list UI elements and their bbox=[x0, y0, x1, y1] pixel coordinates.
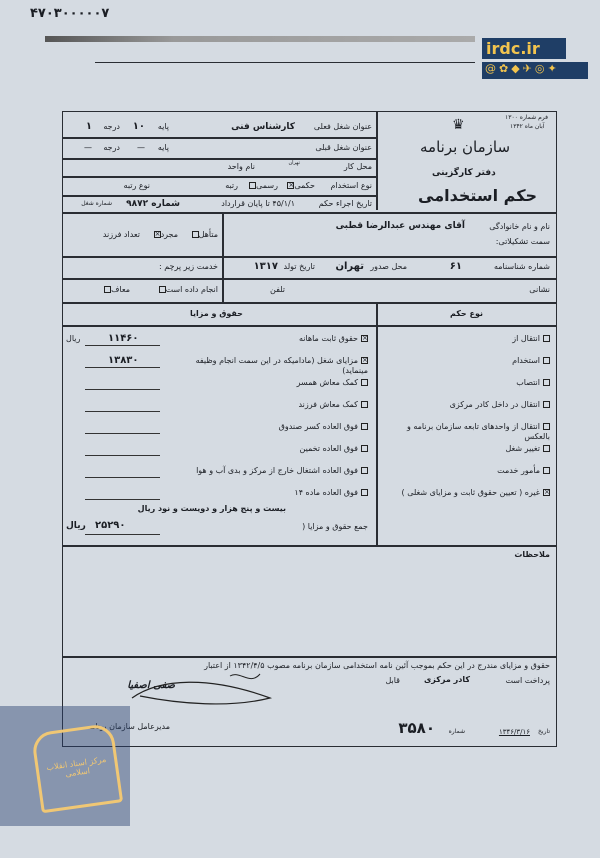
salary-item-label: حقوق ثابت ماهانه bbox=[298, 334, 358, 343]
document-number: ۴۷۰۳۰۰۰۰۰۷ bbox=[30, 6, 110, 21]
checkbox-checked[interactable]: × bbox=[362, 334, 368, 342]
address-label: نشانی bbox=[529, 285, 550, 294]
order-type-label: انتصاب bbox=[516, 378, 540, 387]
current-job-value: کارشناس فنی bbox=[231, 122, 295, 132]
salary-item[interactable] bbox=[298, 400, 368, 410]
salary-item[interactable] bbox=[279, 422, 368, 432]
checkbox[interactable] bbox=[361, 489, 368, 496]
salary-item[interactable] bbox=[300, 444, 368, 454]
footer-text: حقوق و مزایای مندرج در این حکم بموجب آئین نامه استخدامی سازمان برنامه مصوب ۱۳۴۲/۴/۵ از اعتبار bbox=[204, 661, 550, 670]
salary-item-value: ۱۱۴۶۰ bbox=[108, 333, 139, 344]
salary-item-label: فوق العاده ماده ۱۴ bbox=[294, 488, 358, 497]
signature-stroke bbox=[120, 668, 290, 718]
total-currency: ریال bbox=[66, 521, 86, 531]
divider bbox=[376, 302, 378, 545]
divider bbox=[376, 111, 378, 210]
checkbox[interactable] bbox=[543, 467, 550, 474]
checkbox-checked[interactable]: × bbox=[288, 181, 295, 189]
divider bbox=[95, 62, 475, 63]
salary-item[interactable] bbox=[299, 334, 368, 344]
prev-paye-value: — bbox=[137, 143, 145, 152]
order-type-label: انتقال از bbox=[512, 334, 540, 343]
payable-text: پرداخت است bbox=[505, 676, 550, 685]
prev-daraje-value: — bbox=[84, 143, 92, 152]
order-type-label: انتقال در داخل کادر مرکزی bbox=[449, 400, 540, 409]
order-type-label: انتقال از واحدهای تابعه سازمان برنامه و بالعکس bbox=[406, 422, 550, 441]
signer-title: مدیرعامل سازمان برنامه bbox=[86, 722, 170, 731]
exec-date-value: ۴۵/۱/۱ تا پایان قرارداد bbox=[221, 199, 295, 208]
checkbox[interactable] bbox=[361, 379, 368, 386]
order-type-item[interactable] bbox=[506, 444, 551, 454]
divider bbox=[62, 195, 376, 197]
checkbox[interactable] bbox=[361, 467, 368, 474]
qabel-text: قابل bbox=[385, 676, 400, 685]
job-number-value: شماره ۹۸۷۲ bbox=[126, 199, 180, 209]
office-name: دفتر کارگزینی bbox=[432, 168, 496, 178]
birth-value: ۱۳۱۷ bbox=[253, 261, 278, 272]
exempt-label: معاف bbox=[111, 285, 130, 294]
issue-value: تهران bbox=[335, 261, 364, 272]
total-value: ۲۵۲۹۰ bbox=[95, 520, 126, 531]
prev-paye-label: پایه bbox=[157, 143, 169, 152]
order-type-item[interactable] bbox=[497, 466, 550, 476]
amount-line bbox=[85, 433, 160, 434]
order-type-item[interactable] bbox=[402, 488, 550, 498]
order-type-item[interactable] bbox=[516, 378, 550, 388]
children-label: تعداد فرزند bbox=[102, 230, 140, 239]
salary-item-label: فوق العاده اشتغال خارج از مرکز و بدی آب و هوا bbox=[196, 466, 358, 475]
divider bbox=[62, 137, 376, 139]
exec-date-label: تاریخ اجراء حکم bbox=[318, 199, 372, 208]
order-type-header: نوع حکم bbox=[450, 309, 483, 318]
amount-line bbox=[85, 477, 160, 478]
irdc-site: irdc.ir bbox=[482, 38, 566, 59]
divider bbox=[62, 325, 557, 327]
salary-item[interactable] bbox=[183, 356, 368, 376]
irdc-watermark bbox=[482, 38, 590, 82]
divider bbox=[62, 158, 376, 160]
option-exempt[interactable] bbox=[101, 285, 130, 295]
checkbox[interactable] bbox=[159, 286, 166, 293]
order-type-item[interactable] bbox=[512, 356, 550, 366]
rotbe-label: رتبه bbox=[225, 181, 238, 190]
prev-job-label: عنوان شغل قبلی bbox=[315, 143, 372, 152]
divider bbox=[62, 278, 557, 280]
document-title: حکم استخدامی bbox=[418, 186, 538, 205]
order-type-label: استخدام bbox=[512, 356, 540, 365]
currency-label: ریال bbox=[66, 334, 81, 343]
total-line bbox=[85, 534, 160, 535]
amount-line bbox=[85, 411, 160, 412]
form-date: آبان ماه ۱۳۴۲ bbox=[510, 123, 545, 130]
social-icons: @✿◆✈◎✦ bbox=[482, 62, 588, 79]
checkbox[interactable] bbox=[192, 231, 199, 238]
employment-type-label: نوع استخدام bbox=[330, 181, 372, 190]
amount-line bbox=[85, 455, 160, 456]
org-post-label: سمت تشکیلاتی: bbox=[495, 237, 550, 246]
signature: صفی اصفیا bbox=[127, 680, 175, 691]
order-type-label: مأمور خدمت bbox=[497, 466, 540, 475]
checkbox[interactable] bbox=[543, 445, 550, 452]
checkbox[interactable] bbox=[543, 401, 550, 408]
salary-item-value: ۱۳۸۳۰ bbox=[108, 355, 139, 366]
divider bbox=[62, 176, 376, 178]
checkbox-checked[interactable]: × bbox=[362, 356, 368, 364]
total-label: جمع حقوق و مزایا ( bbox=[302, 522, 368, 531]
form-number: فرم شماره ۱۳۰۰ bbox=[505, 114, 548, 121]
date-label: تاریخ bbox=[538, 728, 550, 735]
option-rasmi[interactable] bbox=[246, 181, 278, 191]
number-label: شماره bbox=[448, 728, 465, 735]
irdc-emblem bbox=[0, 706, 130, 826]
done-label: انجام داده است bbox=[165, 285, 218, 294]
divider bbox=[62, 656, 557, 658]
checkbox[interactable] bbox=[361, 423, 368, 430]
salary-header: حقوق و مزایا bbox=[190, 309, 243, 318]
rasmi-label: رسمی bbox=[256, 181, 278, 190]
order-type-item[interactable] bbox=[450, 400, 550, 410]
number-value: ۳۵۸۰ bbox=[398, 719, 435, 737]
prev-daraje-label: درجه bbox=[103, 143, 120, 152]
issue-label: محل صدور bbox=[370, 262, 407, 271]
salary-item-label: فوق العاده کسر صندوق bbox=[278, 422, 358, 431]
checkbox[interactable] bbox=[543, 423, 550, 430]
date-value: ۱۳۴۶/۳/۱۶ bbox=[498, 728, 530, 736]
emblem-text: مرکز اسناد انقلاب اسلامی bbox=[31, 723, 123, 814]
option-single[interactable] bbox=[151, 230, 178, 240]
id-label: شماره شناسنامه bbox=[493, 262, 550, 271]
salary-item-label: کمک معاش فرزند bbox=[298, 400, 358, 409]
salary-item-label: کمک معاش همسر bbox=[296, 378, 358, 387]
military-label: خدمت زیر پرچم : bbox=[158, 262, 218, 271]
married-label: متأهل bbox=[198, 230, 218, 239]
order-type-item[interactable] bbox=[390, 422, 550, 442]
paye-label: پایه bbox=[157, 122, 169, 131]
remarks-label: ملاحظات bbox=[514, 550, 550, 559]
salary-item[interactable] bbox=[297, 378, 368, 388]
order-type-label: غیره ( تعیین حقوق ثابت و مزایای شغلی ) bbox=[401, 488, 540, 497]
amount-line bbox=[85, 499, 160, 500]
current-job-label: عنوان شغل فعلی bbox=[313, 122, 372, 131]
phone-label: تلفن bbox=[269, 285, 285, 294]
job-number-label: شماره شغل bbox=[81, 200, 112, 207]
checkbox[interactable] bbox=[361, 401, 368, 408]
checkbox[interactable] bbox=[361, 445, 368, 452]
checkbox[interactable] bbox=[543, 335, 550, 342]
amount-line bbox=[85, 367, 160, 368]
order-type-item[interactable] bbox=[512, 334, 550, 344]
id-value: ۶۱ bbox=[449, 261, 462, 272]
birth-label: تاریخ تولد bbox=[283, 262, 315, 271]
daraje-value: ۱ bbox=[85, 121, 92, 132]
checkbox-checked[interactable]: × bbox=[544, 488, 550, 496]
emblem-icon: ♛ bbox=[452, 117, 465, 133]
option-married[interactable] bbox=[189, 230, 218, 240]
salary-item[interactable] bbox=[294, 488, 368, 498]
unit-label: نام واحد bbox=[227, 162, 255, 171]
name-label: نام و نام خانوادگی bbox=[489, 222, 550, 231]
divider bbox=[62, 256, 557, 258]
checkbox[interactable] bbox=[543, 379, 550, 386]
daraje-label: درجه bbox=[103, 122, 120, 131]
workplace-value: تهران bbox=[288, 160, 300, 166]
amount-line bbox=[85, 389, 160, 390]
name-value: آقای مهندس عبدالرضا قطبی bbox=[335, 221, 465, 231]
checkbox-checked[interactable]: × bbox=[154, 230, 161, 238]
rotbe-type-label: نوع رتبه bbox=[123, 181, 150, 190]
divider bbox=[62, 302, 557, 304]
option-hokmi[interactable] bbox=[284, 181, 315, 191]
org-name: سازمان برنامه bbox=[420, 138, 511, 156]
salary-item[interactable] bbox=[196, 466, 368, 476]
single-label: مجرد bbox=[160, 230, 178, 239]
scan-artifact bbox=[45, 36, 475, 42]
kadr-value: کادر مرکزی bbox=[423, 675, 470, 684]
amount-line bbox=[85, 345, 160, 346]
workplace-label: محل کار bbox=[343, 162, 372, 171]
salary-item-label: مزایای شغل (مادامیکه در این سمت انجام وظیفه مینماید) bbox=[195, 356, 368, 375]
checkbox[interactable] bbox=[543, 357, 550, 364]
order-type-label: تغییر شغل bbox=[505, 444, 540, 453]
option-done[interactable] bbox=[156, 285, 218, 295]
total-words: بیست و پنج هزار و دویست و نود ریال bbox=[137, 504, 286, 513]
hokmi-label: حکمی bbox=[294, 181, 315, 190]
divider bbox=[62, 212, 557, 214]
paye-value: ۱۰ bbox=[132, 121, 145, 132]
salary-item-label: فوق العاده تخمین bbox=[299, 444, 358, 453]
divider bbox=[62, 545, 557, 547]
